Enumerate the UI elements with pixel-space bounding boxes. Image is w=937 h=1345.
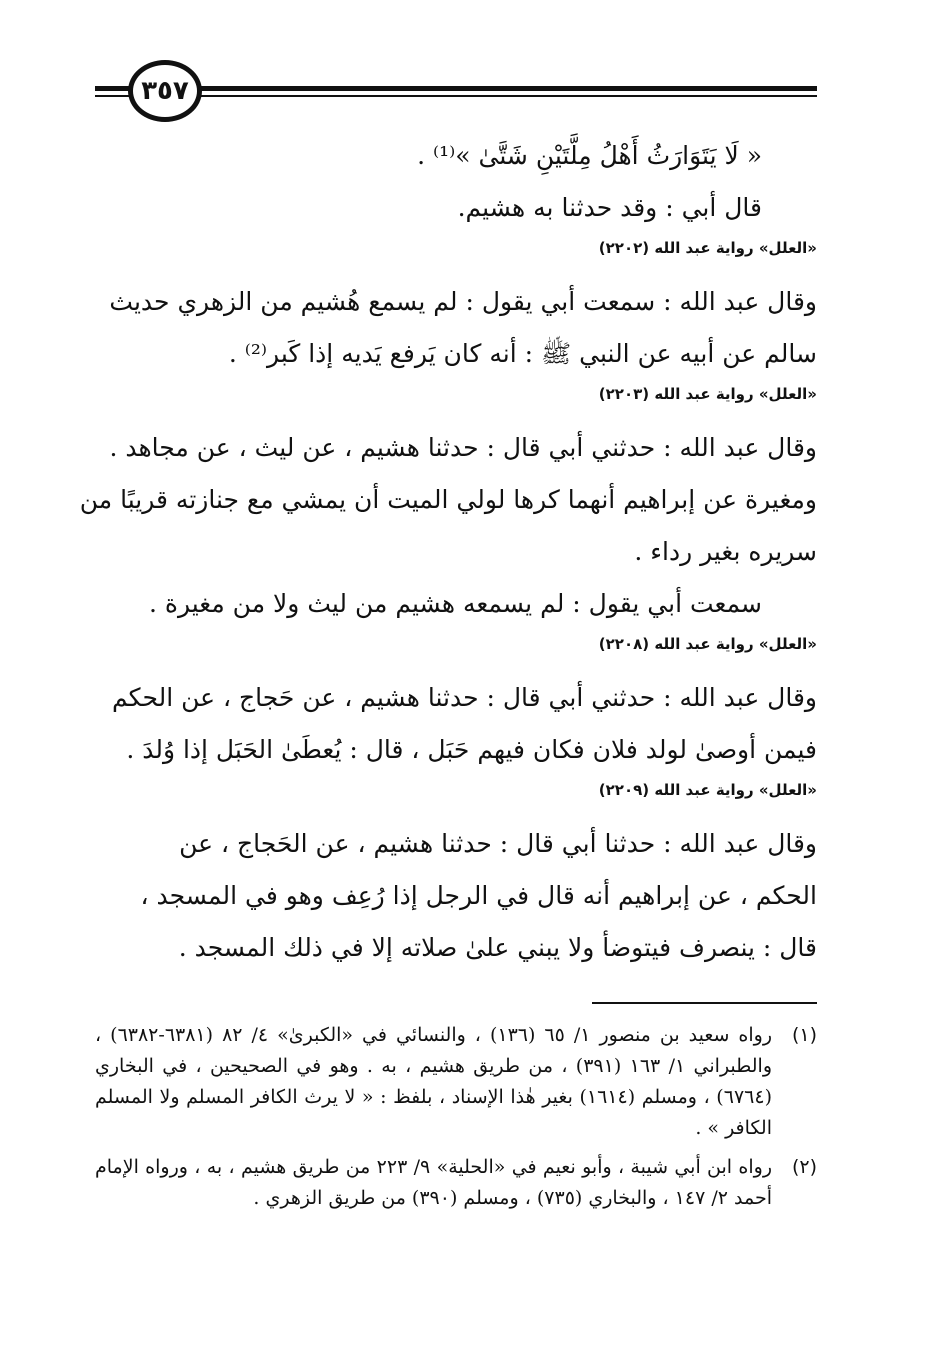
source-reference: «العلل» رواية عبد الله (٢٢٠٩) <box>598 781 817 799</box>
text-line: قال : ينصرف فيتوضأ ولا يبني علىٰ صلاته إلا في ذلك المسجد . <box>178 933 817 962</box>
text-line: سريره بغير رداء . <box>634 537 817 566</box>
footnote <box>95 1020 817 1144</box>
text-line: سمعت أبي يقول : لم يسمعه هشيم من ليث ولا من مغيرة . <box>148 589 762 618</box>
text-line: « لَا يَتَوَارَثُ أَهْلُ مِلَّتَيْنِ شَتَّىٰ »⁽¹⁾ . <box>417 141 762 170</box>
text-line: سالم عن أبيه عن النبي ﷺ : أنه كان يَرفع يَديه إذا كَبر⁽²⁾ . <box>228 339 817 368</box>
source-reference: «العلل» رواية عبد الله (٢٢٠٣) <box>598 385 817 403</box>
text-line: قال أبي : وقد حدثنا به هشيم. <box>457 193 762 222</box>
source-reference: «العلل» رواية عبد الله (٢٢٠٨) <box>598 635 817 653</box>
footnote-text: رواه ابن أبي شيبة ، وأبو نعيم في «الحلية» ٩/ ٢٢٣ من طريق هشيم ، به ، ورواه الإمام أحمد ٢/ ١٤٧ ، والبخاري (٧٣٥) ، ومسلم (٣٩٠) من طريق الزهري . <box>95 1156 772 1209</box>
footnote-number: (٢) <box>791 1156 817 1178</box>
footnotes <box>95 1020 817 1222</box>
page-number: ٣٥٧ <box>128 60 202 122</box>
footnote-text: رواه سعيد بن منصور ١/ ٦٥ (١٣٦) ، والنسائي في «الكبرىٰ» ٤/ ٨٢ (٦٣٨١-٦٣٨٢) ، والطبراني ١/ ١٦٣ (٣٩١) ، من طريق هشيم ، به . وهو في الصحيحين ، في البخاري (٦٧٦٤) ، ومسلم (١٦١٤) بغير هٰذا الإسناد ، بلفظ : « لا يرث الكافر المسلم ولا المسلم الكافر » . <box>95 1024 772 1139</box>
text-line: الحكم ، عن إبراهيم أنه قال في الرجل إذا رُعِف وهو في المسجد ، <box>140 881 817 910</box>
header-rule-thin <box>95 95 817 97</box>
footnote <box>95 1152 817 1214</box>
text-line: فيمن أوصىٰ لولد فلان فكان فيهم حَبَل ، قال : يُعطَىٰ الحَبَل إذا وُلدَ . <box>126 735 817 764</box>
footnote-separator <box>592 1002 817 1004</box>
text-entry <box>79 422 817 578</box>
text-entry <box>95 578 817 654</box>
text-entry <box>95 276 817 404</box>
text-line: ومغيرة عن إبراهيم أنهما كرها لولي الميت أن يمشي مع جنازته قريبًا من <box>79 485 817 514</box>
text-line: وقال عبد الله : حدثني أبي قال : حدثنا هشيم ، عن ليث ، عن مجاهد . <box>109 433 817 462</box>
footnote-number: (١) <box>791 1024 817 1046</box>
text-line: وقال عبد الله : سمعت أبي يقول : لم يسمع هُشيم من الزهري حديث <box>109 287 817 316</box>
text-entry <box>95 672 817 800</box>
text-entry <box>95 130 817 182</box>
header-rule-thick <box>95 86 817 91</box>
text-entry <box>95 182 817 258</box>
text-entry <box>95 818 817 974</box>
header-rule <box>95 86 817 102</box>
text-line: وقال عبد الله : حدثني أبي قال : حدثنا هشيم ، عن حَجاج ، عن الحكم <box>112 683 817 712</box>
source-reference: «العلل» رواية عبد الله (٢٢٠٢) <box>598 239 817 257</box>
text-line: وقال عبد الله : حدثنا أبي قال : حدثنا هشيم ، عن الحَجاج ، عن <box>179 829 817 858</box>
main-text <box>79 130 817 974</box>
